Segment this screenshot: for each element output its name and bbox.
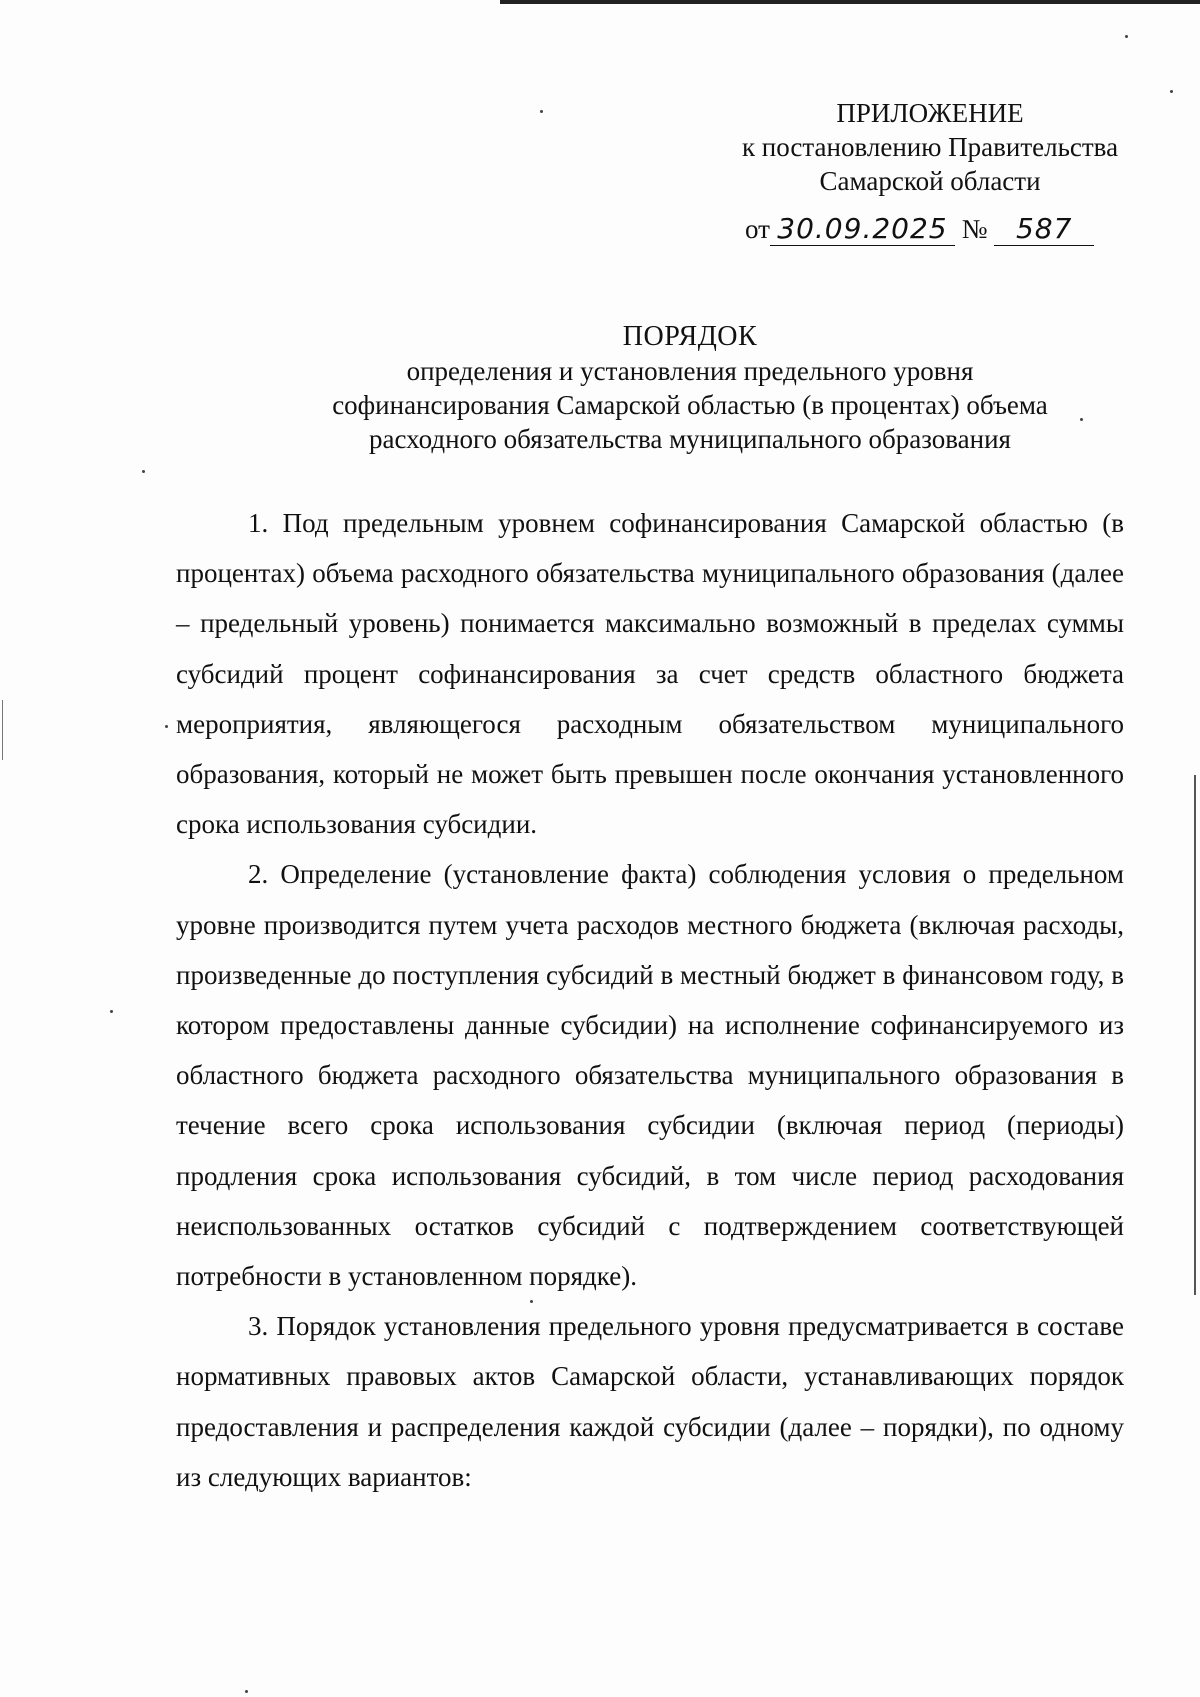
number-sign: № <box>961 214 988 244</box>
document-body <box>176 498 1124 1502</box>
paragraph-2: 2. Определение (установление факта) соблюдения условия о предельном уровне производится путем учета расходов местного бюджета (включая расходы, произведенные до поступления субсидий в местный бюджет в финансовом году, в котором предоставлены данные субсидии) на исполнение софинансируемого из областного бюджета расходного обязательства муниципального образования в течение всего срока использования субсидии (включая период (периоды) продления срока использования субсидий, в том числе период расходования неиспользованных остатков субсидий с подтверждением соответствующей потребности в установленном порядке). <box>176 859 1124 1292</box>
paragraph-3: 3. Порядок установления предельного уровня предусматривается в составе нормативных правовых актов Самарской области, устанавливающих порядок предоставления и распределения каждой субсидии (далее – порядки), по одному из следующих вариантов: <box>176 1311 1124 1492</box>
scan-artifact-left-edge <box>2 700 3 760</box>
scan-artifact-right-edge <box>1194 775 1196 1295</box>
scan-speck <box>1125 35 1128 38</box>
title-line-3: расходного обязательства муниципального образования <box>369 424 1011 454</box>
resolution-date-number <box>745 212 1094 246</box>
scan-speck <box>1170 90 1173 93</box>
date-prefix: от <box>745 214 770 244</box>
title-heading: ПОРЯДОК <box>622 321 758 352</box>
scan-artifact-top-line <box>500 0 1200 4</box>
title-line-2: софинансирования Самарской областью (в процентах) объема <box>332 390 1048 420</box>
document-title <box>250 320 1130 456</box>
appendix-label: ПРИЛОЖЕНИЕ <box>836 98 1024 128</box>
scan-speck <box>540 110 543 113</box>
scan-speck <box>165 725 168 728</box>
scan-speck <box>110 1010 113 1013</box>
scan-speck <box>245 1690 248 1693</box>
title-line-1: определения и установления предельного уровня <box>406 356 974 386</box>
appendix-line-1: к постановлению Правительства <box>741 132 1119 162</box>
appendix-header <box>700 96 1160 198</box>
handwritten-date: 30.09.2025 <box>770 212 955 246</box>
appendix-line-2: Самарской области <box>819 166 1041 196</box>
paragraph-1: 1. Под предельным уровнем софинансирования Самарской областью (в процентах) объема расходного обязательства муниципального образования (далее – предельный уровень) понимается максимально возможный в пределах суммы субсидий процент софинансирования за счет средств областного бюджета мероприятия, являющегося расходным обязательством муниципального образования, который не может быть превышен после окончания установленного срока использования субсидии. <box>176 508 1124 840</box>
handwritten-number: 587 <box>994 212 1094 246</box>
scan-speck <box>142 470 145 473</box>
